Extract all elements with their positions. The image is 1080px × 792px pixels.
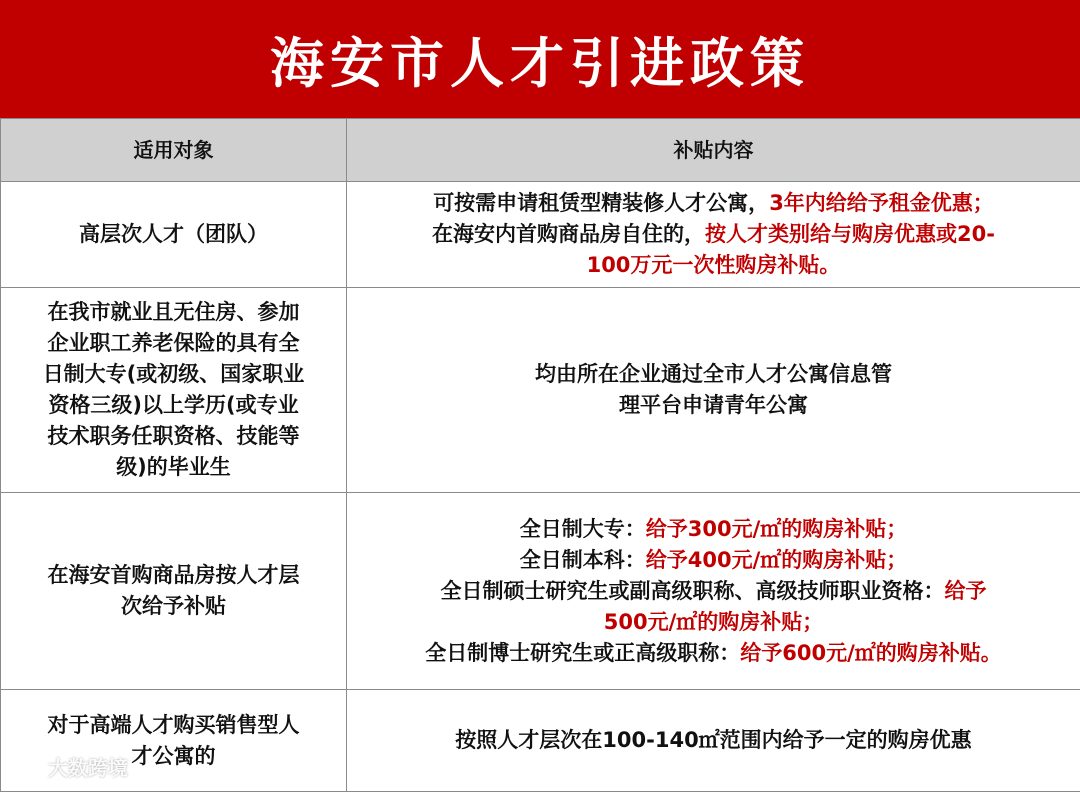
highlight-text: 3年内给给予租金优惠； [769,191,994,215]
content-cell [347,690,1080,792]
content-line [355,607,1072,638]
target-line: 次给予补贴 [9,591,338,622]
target-line: 在海安首购商品房按人才层 [9,560,338,591]
target-line: 技术职务任职资格、技能等 [9,421,338,452]
table-header-row [1,119,1080,182]
title-banner [0,0,1080,118]
highlight-text: 给予300元/㎡的购房补贴； [646,517,908,541]
content-text: 在海安内首购商品房自住的， [432,222,705,246]
policy-table [0,118,1080,792]
page-title: 海安市人才引进政策 [270,21,810,98]
target-line: 日制大专(或初级、国家职业 [9,359,338,390]
header-target: 适用对象 [1,119,347,182]
highlight-text: 100万元一次性购房补贴。 [587,253,841,277]
target-cell [1,288,347,493]
highlight-text: 给予 [945,579,987,603]
target-text: 高层次人才（团队） [79,222,268,246]
table-row [1,690,1080,792]
target-line: 在我市就业且无住房、参加 [9,297,338,328]
content-line [355,390,1072,421]
target-line: 对于高端人才购买销售型人 [9,710,338,741]
content-line [355,545,1072,576]
content-text: 全日制博士研究生或正高级职称： [425,641,740,665]
content-line [355,188,1072,219]
highlight-text: 给予600元/㎡的购房补贴。 [740,641,1002,665]
content-text: 可按需申请租赁型精装修人才公寓， [433,191,769,215]
table-row [1,493,1080,690]
content-text: 全日制大专： [520,517,646,541]
table-row [1,288,1080,493]
content-cell [347,288,1080,493]
watermark [8,752,128,781]
content-line [355,576,1072,607]
content-text: 均由所在企业通过全市人才公寓信息管 [535,362,892,386]
target-line: 才公寓的 [9,741,338,772]
content-line [355,250,1072,281]
dashukuajing-logo-icon [8,754,42,780]
content-line [355,219,1072,250]
highlight-text: 按人才类别给与购房优惠或20- [705,222,995,246]
highlight-text: 500元/㎡的购房补贴； [604,610,824,634]
content-cell [347,182,1080,288]
target-line: 企业职工养老保险的具有全 [9,328,338,359]
highlight-text: 给予400元/㎡的购房补贴； [646,548,908,572]
target-cell [1,493,347,690]
header-content: 补贴内容 [347,119,1080,182]
content-text: 全日制硕士研究生或副高级职称、高级技师职业资格： [441,579,945,603]
content-cell [347,493,1080,690]
content-text: 理平台申请青年公寓 [619,393,808,417]
target-cell [1,182,347,288]
target-line: 级)的毕业生 [9,452,338,483]
content-line [355,725,1072,756]
content-text: 按照人才层次在100-140㎡范围内给予一定的购房优惠 [455,728,971,752]
content-text: 全日制本科： [520,548,646,572]
table-row [1,182,1080,288]
content-line [355,514,1072,545]
watermark-text: 大数跨境 [48,752,128,781]
content-line [355,638,1072,669]
target-line: 资格三级)以上学历(或专业 [9,390,338,421]
content-line [355,359,1072,390]
